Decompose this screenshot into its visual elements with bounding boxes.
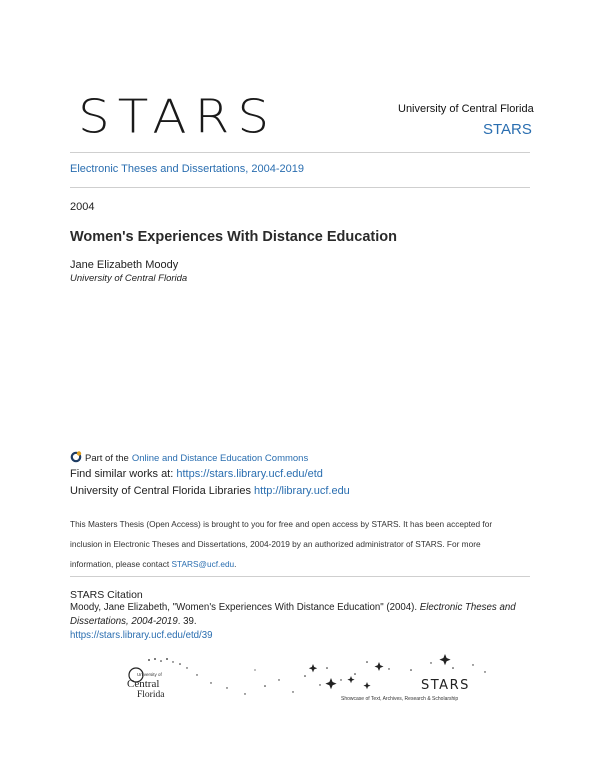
notice-line-2: inclusion in Electronic Theses and Dissertations, 2004-2019 by an authorized administrator of STARS. For more	[70, 539, 481, 549]
stars-logo: STARS	[78, 90, 278, 144]
notice-line-3-prefix: information, please contact	[70, 559, 170, 569]
part-of-line	[70, 451, 308, 466]
series-link[interactable]: Electronic Theses and Dissertations, 2004-2019	[70, 163, 304, 175]
libraries-prefix: University of Central Florida Libraries	[70, 485, 251, 497]
footer-logos	[115, 650, 495, 710]
notice-line-1: This Masters Thesis (Open Access) is brought to you for free and open access by STARS. It has been accepted for	[70, 519, 493, 529]
citation-number: . 39.	[177, 616, 197, 627]
citation-series-italic: Electronic Theses and	[419, 602, 516, 613]
ucf-line-1: University of	[137, 672, 162, 677]
notice-period: .	[234, 559, 237, 569]
header-divider	[70, 152, 530, 153]
part-of-prefix: Part of the	[85, 453, 129, 464]
repository-link[interactable]: STARS	[483, 121, 532, 138]
similar-works-link[interactable]: https://stars.library.ucf.edu/etd	[176, 468, 323, 480]
footer-stars-wordmark: STARS	[421, 678, 470, 693]
contact-email-link[interactable]: STARS@ucf.edu	[171, 559, 235, 569]
libraries-line	[70, 485, 350, 497]
series-divider	[70, 187, 530, 188]
author-affiliation: University of Central Florida	[70, 273, 188, 284]
libraries-link[interactable]: http://library.ucf.edu	[254, 485, 350, 497]
ucf-line-2: Central	[127, 678, 160, 690]
commons-link[interactable]: Online and Distance Education Commons	[131, 453, 309, 464]
notice-line-3	[70, 554, 532, 574]
citation-heading: STARS Citation	[70, 589, 143, 601]
publication-year: 2004	[70, 201, 95, 213]
citation-series-italic-2: Dissertations, 2004-2019	[70, 616, 178, 627]
document-title: Women's Experiences With Distance Education	[70, 229, 397, 245]
ucf-line-3: Florida	[137, 690, 165, 700]
citation-text	[70, 601, 530, 643]
similar-works-line	[70, 468, 323, 480]
author-name: Jane Elizabeth Moody	[70, 259, 179, 271]
similar-prefix: Find similar works at:	[70, 468, 174, 480]
network-icon	[70, 451, 82, 466]
citation-main: Moody, Jane Elizabeth, "Women's Experiences With Distance Education" (2004).	[70, 602, 418, 613]
university-name: University of Central Florida	[398, 103, 534, 115]
citation-url-link[interactable]: https://stars.library.ucf.edu/etd/39	[70, 630, 213, 641]
footer-stars-tagline: Showcase of Text, Archives, Research & Scholarship	[341, 696, 459, 702]
access-notice	[70, 514, 532, 574]
citation-divider	[70, 576, 530, 577]
ucf-logo	[127, 668, 165, 700]
